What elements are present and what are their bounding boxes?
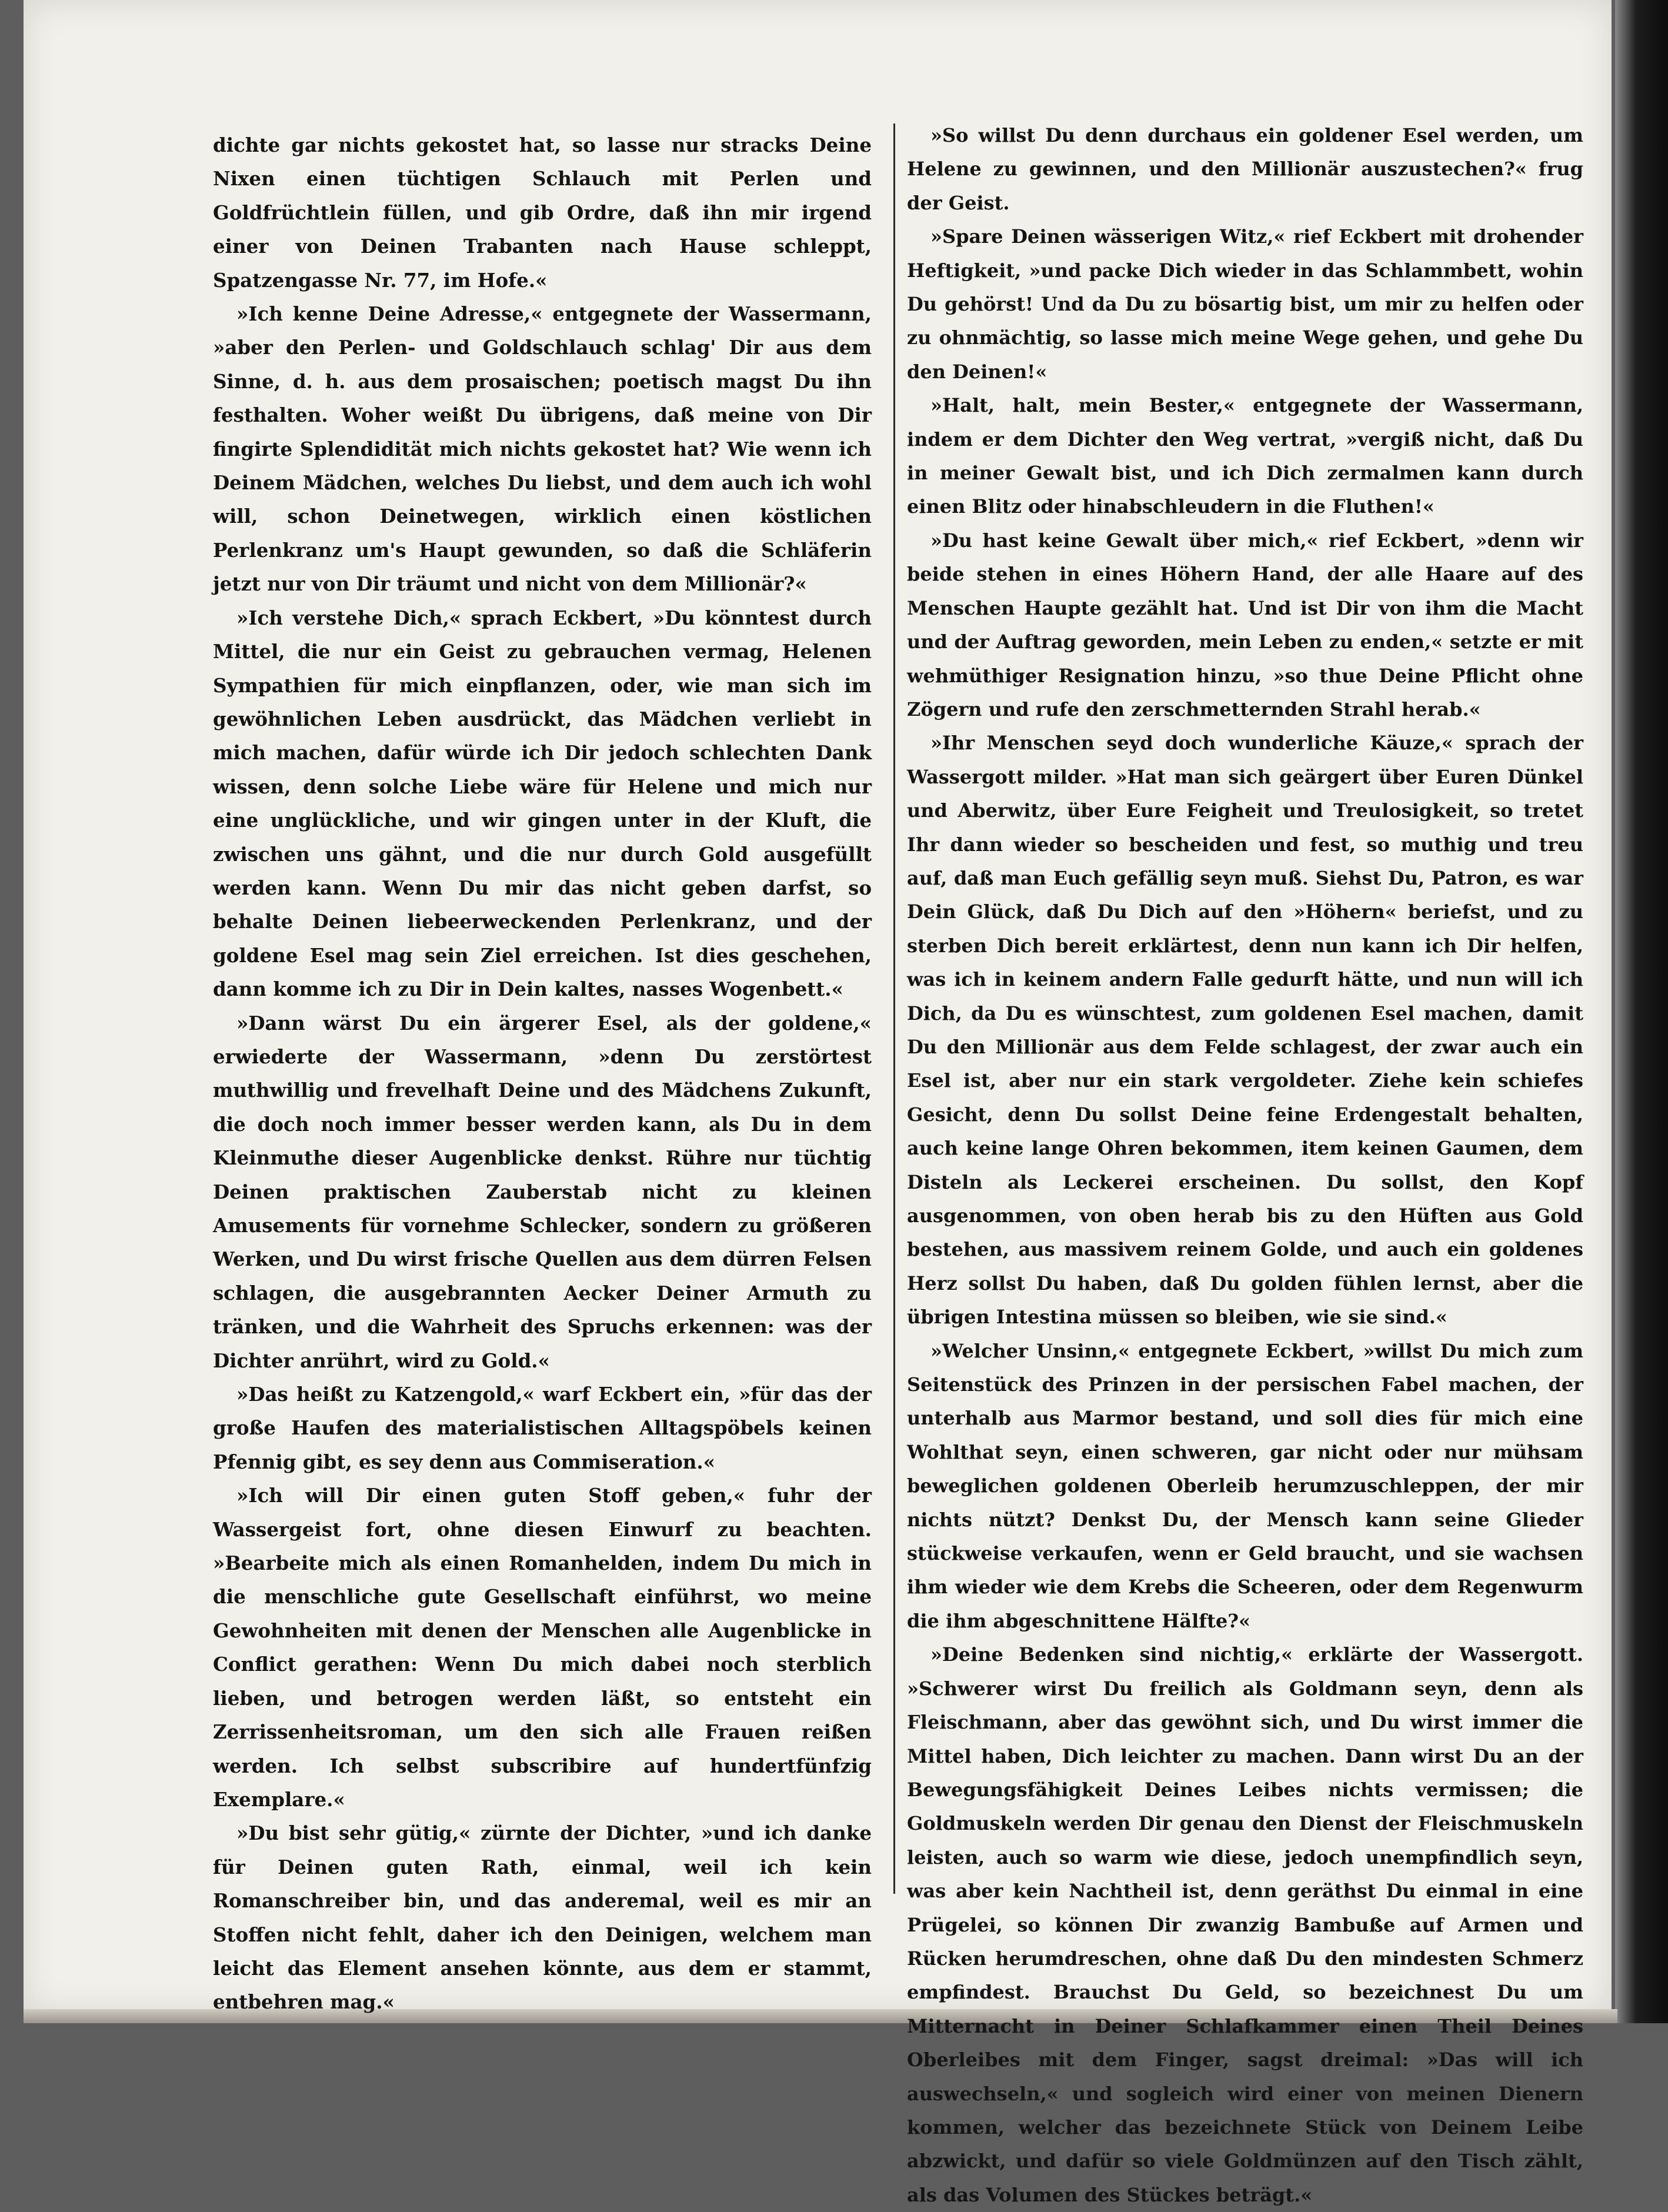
paragraph: »So willst Du denn durchaus ein goldener Esel werden, um Helene zu gewinnen, und den Millionär auszustechen?« frug der Geist. — [907, 124, 1583, 214]
paragraph: »Spare Deinen wässerigen Witz,« rief Eckbert mit drohender Heftigkeit, »und packe Dich wieder in das Schlammbett, wohin Du gehörst! Und da Du zu bösartig bist, um mir zu helfen oder zu ohnmächtig, so lasse mich meine Wege gehen, und gehe Du den Deinen!« — [907, 225, 1583, 383]
column-divider — [893, 124, 895, 1894]
left-column — [213, 128, 872, 2019]
scan-dark-edge — [1615, 0, 1668, 2023]
paragraph: »Welcher Unsinn,« entgegnete Eckbert, »willst Du mich zum Seitenstück des Prinzen in der persischen Fabel machen, der unterhalb aus Marmor bestand, und soll dies für mich eine Wohlthat seyn, einen schweren, gar nicht oder nur mühsam beweglichen goldenen Oberleib herumzuschleppen, der mir nichts nützt? Denkst Du, der Mensch kann seine Glieder stückweise verkaufen, wenn er Geld braucht, und sie wachsen ihm wieder wie dem Krebs die Scheeren, oder dem Regenwurm die ihm abgeschnittene Hälfte?« — [907, 1339, 1583, 1632]
paragraph: »Halt, halt, mein Bester,« entgegnete der Wassermann, indem er dem Dichter den Weg vertrat, »vergiß nicht, daß Du in meiner Gewalt bist, und ich Dich zermalmen kann durch einen Blitz oder hinabschleudern in die Fluthen!« — [907, 394, 1583, 518]
paragraph: »Dann wärst Du ein ärgerer Esel, als der goldene,« erwiederte der Wassermann, »denn Du zerstörtest muthwillig und frevelhaft Deine und des Mädchens Zukunft, die doch noch immer besser werden kann, als Du in dem Kleinmuthe dieser Augenblicke denkst. Rühre nur tüchtig Deinen praktischen Zauberstab nicht zu kleinen Amusements für vornehme Schlecker, sondern zu größeren Werken, und Du wirst frische Quellen aus dem dürren Felsen schlagen, die ausgebrannten Aecker Deiner Armuth zu tränken, und die Wahrheit des Spruchs erkennen: was der Dichter anrührt, wird zu Gold.« — [213, 1011, 872, 1372]
paragraph: »Ich verstehe Dich,« sprach Eckbert, »Du könntest durch Mittel, die nur ein Geist zu gebrauchen vermag, Helenen Sympathien für mich einpflanzen, oder, wie man sich im gewöhnlichen Leben ausdrückt, das Mädchen verliebt in mich machen, dafür würde ich Dir jedoch schlechten Dank wissen, denn solche Liebe wäre für Helene und mich nur eine unglückliche, und wir gingen unter in der Kluft, die zwischen uns gähnt, und die nur durch Gold ausgefüllt werden kann. Wenn Du mir das nicht geben darfst, so behalte Deinen liebeerweckenden Perlenkranz, und der goldene Esel mag sein Ziel erreichen. Ist dies geschehen, dann komme ich zu Dir in Dein kaltes, nasses Wogenbett.« — [213, 606, 872, 1001]
paragraph: »Deine Bedenken sind nichtig,« erklärte der Wassergott. »Schwerer wirst Du freilich als Goldmann seyn, denn als Fleischmann, aber das gewöhnt sich, und Du wirst immer die Mittel haben, Dich leichter zu machen. Dann wirst Du an der Bewegungsfähigkeit Deines Leibes nichts vermissen; die Goldmuskeln werden Dir genau den Dienst der Fleischmuskeln leisten, auch so warm wie diese, jedoch unempfindlich seyn, was aber kein Nachtheil ist, denn geräthst Du einmal in eine Prügelei, so können Dir zwanzig Bambuße auf Armen und Rücken herumdreschen, ohne daß Du den mindesten Schmerz empfindest. Brauchst Du Geld, so bezeichnest Du um Mitternacht in Deiner Schlafkammer einen Theil Deines Oberleibes mit dem Finger, sagst dreimal: »Das will ich auswechseln,« und sogleich wird einer von meinen Dienern kommen, welcher das bezeichnete Stück von Deinem Leibe abzwickt, und dafür so viele Goldmünzen auf den Tisch zählt, als das Volumen des Stückes beträgt.« — [907, 1643, 1583, 2206]
paragraph: dichte gar nichts gekostet hat, so lasse nur stracks Deine Nixen einen tüchtigen Schlauch mit Perlen und Goldfrüchtlein füllen, und gib Ordre, daß ihn mir irgend einer von Deinen Trabanten nach Hause schleppt, Spatzengasse Nr. 77, im Hofe.« — [213, 134, 872, 292]
paragraph: »Du bist sehr gütig,« zürnte der Dichter, »und ich danke für Deinen guten Rath, einmal, weil ich kein Romanschreiber bin, und das anderemal, weil es mir an Stoffen nicht fehlt, daher ich den Deinigen, welchem man leicht das Element ansehen könnte, aus dem er stammt, entbehren mag.« — [213, 1821, 872, 2014]
paragraph: »Das heißt zu Katzengold,« warf Eckbert ein, »für das der große Haufen des materialistischen Alltagspöbels keinen Pfennig gibt, es sey denn aus Commiseration.« — [213, 1383, 872, 1473]
right-column — [907, 119, 1583, 2212]
paragraph: »Ich kenne Deine Adresse,« entgegnete der Wassermann, »aber den Perlen- und Goldschlauch schlag' Dir aus dem Sinne, d. h. aus dem prosaischen; poetisch magst Du ihn festhalten. Woher weißt Du übrigens, daß meine von Dir fingirte Splendidität mich nichts gekostet hat? Wie wenn ich Deinem Mädchen, welches Du liebst, und dem auch ich wohl will, schon Deinetwegen, wirklich einen köstlichen Perlenkranz um's Haupt gewunden, so daß die Schläferin jetzt nur von Dir träumt und nicht von dem Millionär?« — [213, 302, 872, 596]
paragraph: »Ich will Dir einen guten Stoff geben,« fuhr der Wassergeist fort, ohne diesen Einwurf zu beachten. »Bearbeite mich als einen Romanhelden, indem Du mich in die menschliche gute Gesellschaft einführst, wo meine Gewohnheiten mit denen der Menschen alle Augenblicke in Conflict gerathen: Wenn Du mich dabei noch sterblich lieben, und betrogen werden läßt, so entsteht ein Zerrissenheitsroman, um den sich alle Frauen reißen werden. Ich selbst subscribire auf hundertfünfzig Exemplare.« — [213, 1484, 872, 1811]
paragraph: »Ihr Menschen seyd doch wunderliche Käuze,« sprach der Wassergott milder. »Hat man sich geärgert über Euren Dünkel und Aberwitz, über Eure Feigheit und Treulosigkeit, so tretet Ihr dann wieder so bescheiden und fest, so muthig und treu auf, daß man Euch gefällig seyn muß. Siehst Du, Patron, es war Dein Glück, daß Du Dich auf den »Höhern« beriefst, und zu sterben Dich bereit erklärtest, denn nun kann ich Dir helfen, was ich in keinem andern Falle gedurft hätte, und nun will ich Dich, da Du es wünschtest, zum goldenen Esel machen, damit Du den Millionär aus dem Felde schlagest, der zwar auch ein Esel ist, aber nur ein stark vergoldeter. Ziehe kein schiefes Gesicht, denn Du sollst Deine feine Erdengestalt behalten, auch keine lange Ohren bekommen, item keinen Gaumen, dem Disteln als Leckerei erscheinen. Du sollst, den Kopf ausgenommen, von oben herab bis zu den Hüften aus Gold bestehen, aus massivem reinem Golde, und auch ein goldenes Herz sollst Du haben, daß Du golden fühlen lernst, aber die übrigen Intestina müssen so bleiben, wie sie sind.« — [907, 732, 1583, 1329]
paragraph: »Du hast keine Gewalt über mich,« rief Eckbert, »denn wir beide stehen in eines Höhern Hand, der alle Haare auf des Menschen Haupte gezählt hat. Und ist Dir von ihm die Macht und der Auftrag geworden, mein Leben zu enden,« setzte er mit wehmüthiger Resignation hinzu, »so thue Deine Pflicht ohne Zögern und rufe den zerschmetternden Strahl herab.« — [907, 529, 1583, 720]
